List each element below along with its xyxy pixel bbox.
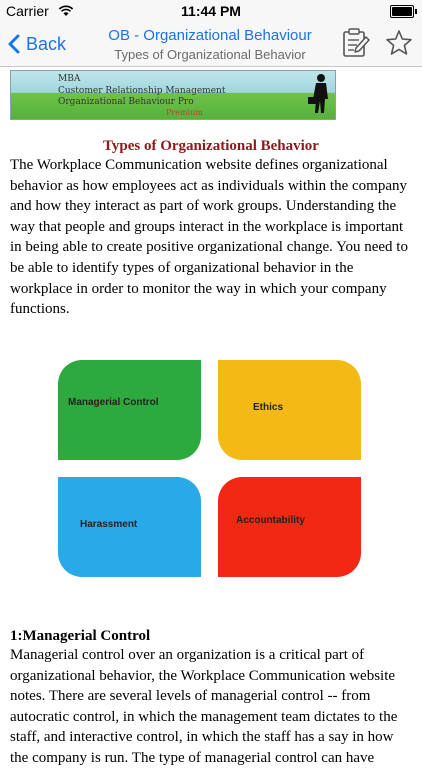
banner-line-crm: Customer Relationship Management <box>58 86 226 96</box>
quadrant-ethics <box>218 360 361 460</box>
article-title: Types of Organizational Behavior <box>103 138 319 154</box>
navigation-bar <box>0 22 422 67</box>
back-button-label: Back <box>26 33 67 54</box>
quadrant-label: Managerial Control <box>68 397 159 408</box>
notes-icon <box>341 27 371 59</box>
quadrant-harassment <box>58 477 201 577</box>
quadrant-accountability <box>218 477 361 577</box>
banner-line-mba: MBA <box>58 74 81 84</box>
article-intro: The Workplace Communication website defines organizational behavior as how employees act as individuals within the company and how they interact as part of work groups. Understanding the way that people and groups interact in the workplace is important in being able to create positive organizational change. You need to be able to identify types of organizational behavior in the workplace in order to monitor the way in which your company functions. <box>10 157 408 318</box>
favorite-button[interactable] <box>384 27 414 59</box>
battery-icon <box>390 5 414 18</box>
notes-button[interactable] <box>341 27 371 59</box>
businessman-icon <box>307 73 333 115</box>
section-heading: 1:Managerial Control <box>10 628 151 644</box>
quadrant-label: Harassment <box>80 519 138 530</box>
carrier-label: Carrier <box>6 3 49 19</box>
status-time: 11:44 PM <box>181 3 241 19</box>
back-button[interactable] <box>8 30 66 58</box>
nav-title: OB - Organizational Behaviour <box>108 27 312 44</box>
quadrant-label: Accountability <box>236 515 305 526</box>
ob-types-diagram <box>58 360 362 570</box>
status-bar <box>0 0 422 22</box>
quadrant-label: Ethics <box>253 402 284 413</box>
app-banner <box>10 70 336 120</box>
battery-fill <box>392 7 412 16</box>
banner-line-ob: Organizational Behaviour Pro <box>58 97 194 107</box>
star-icon <box>384 27 414 59</box>
quadrant-managerial-control <box>58 360 201 460</box>
section-body: Managerial control over an organization is a critical part of organizational behavior, the Workplace Communication website notes. There are several levels of managerial control -- from autocratic control, in which the management team dictates to the staff, and interactive control, in which the staff has a say in how the company is run. The type of managerial control can have <box>10 647 398 766</box>
banner-line-premium: Premium <box>166 108 203 117</box>
chevron-left-icon <box>8 34 20 54</box>
nav-subtitle: Types of Organizational Behavior <box>114 47 306 62</box>
